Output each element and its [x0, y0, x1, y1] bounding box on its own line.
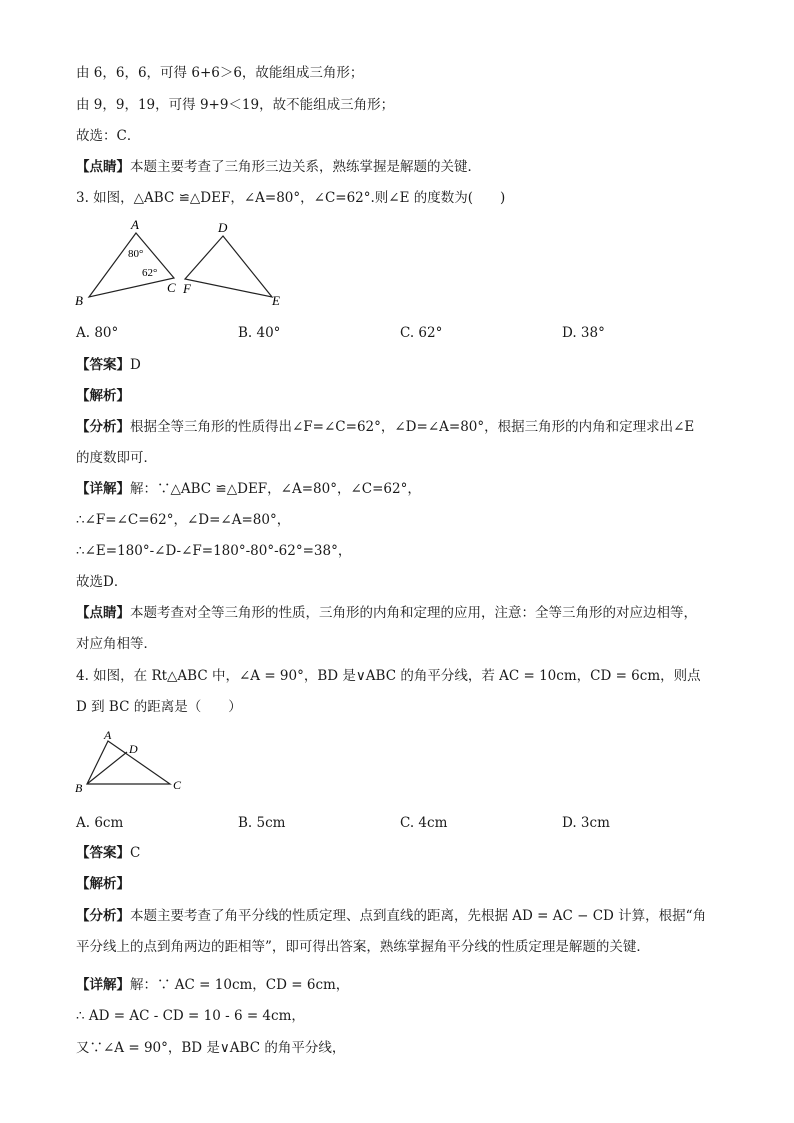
angle-a-label: 80° [128, 248, 144, 260]
dianjing-text-2: 本题考查对全等三角形的性质，三角形的内角和定理的应用，注意：全等三角形的对应边相等， [130, 605, 697, 621]
q3-fenxi-2: 的度数即可． [76, 450, 157, 466]
note-line [76, 158, 481, 176]
bisector-bd [87, 752, 127, 784]
q3-xiangjie-1 [76, 480, 421, 498]
dianjing-text: 本题主要考查了三角形三边关系，熟练掌握是解题的关键． [130, 159, 481, 175]
label-e: E [272, 293, 280, 308]
q3-option-d: D. 38° [562, 325, 605, 341]
question-3: 3. 如图，△ABC ≌△DEF，∠A=80°，∠C=62°.则∠E 的度数为( ) [76, 190, 506, 206]
q3-xiangjie-3: ∴∠E=180°-∠D-∠F=180°-80°-62°=38°， [76, 543, 352, 559]
q3-xiangjie-4: 故选D． [76, 574, 128, 590]
answer-value: D [130, 357, 141, 373]
fenxi-text: 根据全等三角形的性质得出∠F=∠C=62°，∠D=∠A=80°，根据三角形的内角和定理求出∠E [130, 419, 695, 435]
label-d-4: D [129, 742, 138, 756]
figure-4-triangle [70, 728, 200, 798]
q4-option-c: C. 4cm [400, 815, 448, 831]
triangle-def [185, 236, 272, 297]
q4-xiangjie-1 [76, 976, 349, 994]
text-line-3: 故选：C． [76, 128, 141, 144]
text-line-1: 由 6，6，6，可得 6+6＞6，故能组成三角形； [76, 65, 364, 81]
label-c: C [167, 280, 176, 295]
figure-3-triangles [70, 215, 300, 310]
q4-answer [76, 844, 140, 862]
fenxi-tag: 【分析】 [76, 419, 130, 435]
q3-option-c: C. 62° [400, 325, 443, 341]
fenxi-tag-4: 【分析】 [76, 908, 130, 924]
answer-tag: 【答案】 [76, 357, 130, 373]
q3-option-a: A. 80° [76, 325, 119, 341]
label-b: B [75, 293, 83, 308]
angle-c-label: 62° [142, 267, 158, 279]
q3-dianjing-1 [76, 604, 697, 622]
question-4-line-1: 4. 如图，在 Rt△ABC 中，∠A = 90°，BD 是∨ABC 的角平分线，若 AC = 10cm，CD = 6cm，则点 [76, 668, 701, 684]
question-4-line-2: D 到 BC 的距离是（ ） [76, 699, 242, 715]
xiangjie-tag-4: 【详解】 [76, 977, 130, 993]
q4-fenxi-2: 平分线上的点到角两边的距相等”，即可得出答案，熟练掌握角平分线的性质定理是解题的关键． [76, 939, 650, 955]
q4-option-a: A. 6cm [76, 815, 124, 831]
q3-xiangjie-2: ∴∠F=∠C=62°，∠D=∠A=80°， [76, 512, 291, 528]
xiangjie-text-4: 解：∵ AC = 10cm，CD = 6cm， [130, 977, 350, 993]
q3-answer [76, 356, 141, 374]
q4-fenxi-1 [76, 907, 706, 925]
text-line-2: 由 9，9，19，可得 9+9＜19，故不能组成三角形； [76, 97, 395, 113]
label-d: D [218, 220, 228, 235]
xiangjie-text: 解：∵△ABC ≌△DEF，∠A=80°，∠C=62°， [130, 481, 421, 497]
q3-dianjing-2: 对应角相等． [76, 636, 157, 652]
q4-xiangjie-3: 又∵∠A = 90°，BD 是∨ABC 的角平分线， [76, 1040, 346, 1056]
xiangjie-tag: 【详解】 [76, 481, 130, 497]
q4-option-d: D. 3cm [562, 815, 610, 831]
label-b-4: B [75, 781, 83, 795]
q4-jiexi: 【解析】 [76, 876, 130, 892]
answer-tag-4: 【答案】 [76, 845, 130, 861]
q3-option-b: B. 40° [238, 325, 281, 341]
dianjing-tag: 【点睛】 [76, 159, 130, 175]
q4-xiangjie-2: ∴ AD = AC - CD = 10 - 6 = 4cm， [76, 1008, 305, 1024]
answer-value-4: C [130, 845, 141, 861]
triangle-abc [89, 233, 174, 297]
q4-option-b: B. 5cm [238, 815, 286, 831]
label-a: A [131, 217, 139, 232]
label-a-4: A [104, 728, 112, 742]
fenxi-text-4: 本题主要考查了角平分线的性质定理、点到直线的距离，先根据 AD = AC − CD 计算，根据“角 [130, 908, 707, 924]
q3-jiexi: 【解析】 [76, 388, 130, 404]
label-f: F [183, 281, 191, 296]
label-c-4: C [173, 778, 182, 792]
q3-fenxi-1 [76, 418, 694, 436]
dianjing-tag-2: 【点睛】 [76, 605, 130, 621]
